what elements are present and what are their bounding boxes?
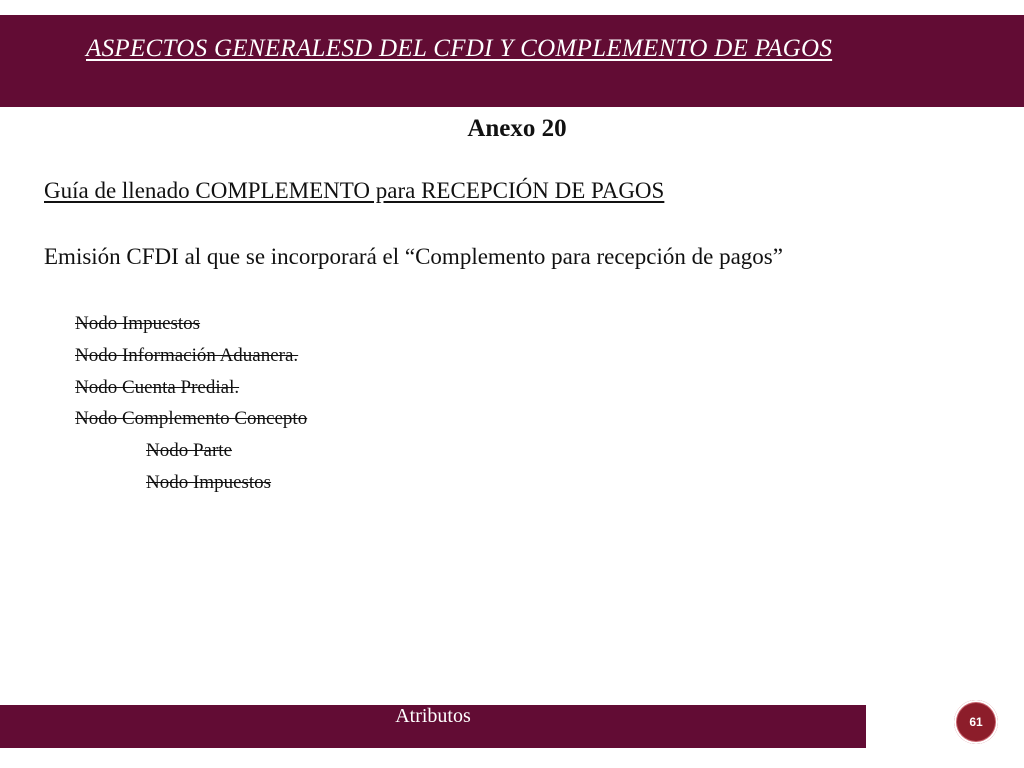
page-number-badge bbox=[954, 700, 998, 744]
node-subitem: Nodo Impuestos bbox=[146, 471, 272, 493]
footer-label: Atributos bbox=[395, 705, 471, 727]
node-item: Nodo Impuestos bbox=[75, 313, 201, 334]
node-item: Nodo Complemento Concepto bbox=[75, 408, 308, 430]
guide-heading: Guía de llenado COMPLEMENTO para RECEPCIÓN DE PAGOS bbox=[44, 178, 665, 203]
node-item: Nodo Cuenta Predial. bbox=[75, 376, 240, 398]
node-subitem: Nodo Parte bbox=[146, 440, 233, 462]
page-number: 61 bbox=[969, 715, 983, 729]
node-item: Nodo Información Aduanera. bbox=[75, 344, 299, 366]
node-list bbox=[0, 308, 307, 499]
emission-description: Emisión CFDI al que se incorporará el “Complemento para recepción de pagos” bbox=[44, 244, 783, 269]
slide-title: ASPECTOS GENERALESD DEL CFDI Y COMPLEMENTO DE PAGOS bbox=[86, 35, 833, 62]
annex-title: Anexo 20 bbox=[467, 115, 567, 142]
